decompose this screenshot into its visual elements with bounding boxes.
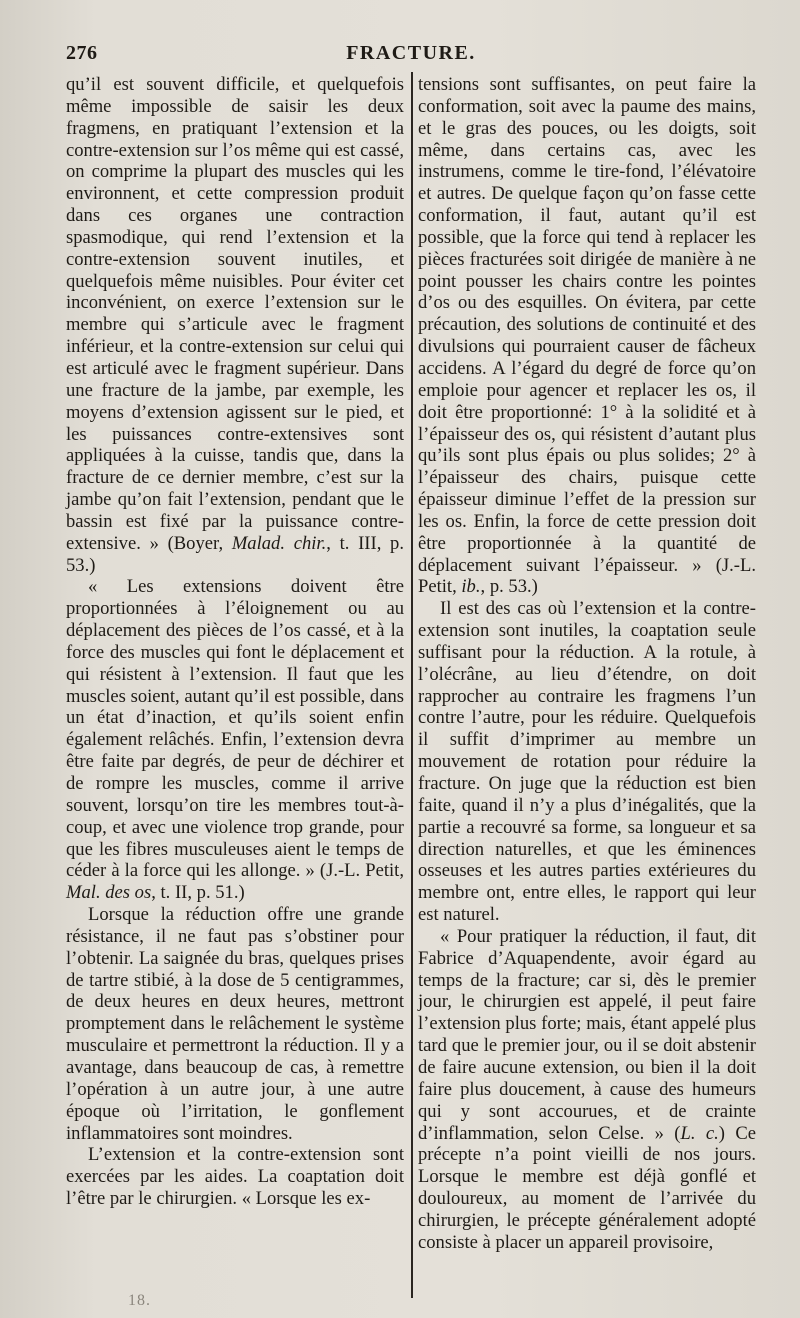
paragraph: « Les extensions doivent être proportionnées à l’éloignement ou au déplacement des pièces de l’os cassé, et à la force des muscles qui font le déplacement et qui résistent à l’extension. Il faut que les muscles soient, autant qu’il est possible, dans un état d’inaction, et qu’ils soient enfin également relâchés. Enfin, l’extension devra être faite par degrés, de peur de déchirer et de rompre les muscles, comme il arrive souvent, lorsqu’on tire les membres tout-à-coup, et avec une violence trop grande, pour que les fibres musculeuses aient le temps de céder à la force qui les allonge. » (J.-L. Petit, Mal. des os, t. II, p. 51.) [66,576,404,904]
paragraph: Il est des cas où l’extension et la contre-extension sont inutiles, la coaptation seule suffisant pour la réduction. A la rotule, à l’olécrâne, au lieu d’étendre, on doit rapprocher au contraire les fragmens l’un contre l’autre, pour les réduire. Quelquefois il suffit d’imprimer au membre un mouvement de rotation pour réduire la fracture. On juge que la réduction est bien faite, quand il n’y a plus d’inégalités, que la partie a recouvré sa forme, sa longueur et sa direction naturelles, et que les éminences osseuses et les autres parties extérieures du membre ont, entre elles, le rapport qui leur est naturel. [418,598,756,926]
citation: Mal. des os [66,882,152,904]
running-title: FRACTURE. [346,42,476,64]
citation: ib. [461,576,481,598]
paragraph: tensions sont suffisantes, on peut faire la conformation, soit avec la paume des mains, et le gras des pouces, ou les doigts, soit même, dans certains cas, avec les instrumens, comme le tire-fond, l’élévatoire et autres. De quelque façon qu’on fasse cette conformation, il faut, autant qu’il est possible, que la force qui tend à replacer les pièces fracturées soit dirigée de manière à ne point pousser les chairs contre les pointes d’os ou des esquilles. On évitera, par cette précaution, des solutions de continuité et des divulsions qui pourraient causer de fâcheux accidens. A l’égard du degré de force qu’on emploie pour agencer et replacer les os, il doit être proportionné: 1° à la solidité et à l’épaisseur des os, qui résistent d’autant plus qu’ils sont plus épais ou plus solides; 2° à l’épaisseur des chairs, puisque cette épaisseur diminue l’effet de la pression sur les os. Enfin, la force de cette pression doit être proportionnée à la quantité de déplacement suivant l’épaisseur. » (J.-L. Petit, ib., p. 53.) [418,74,756,598]
paragraph: « Pour pratiquer la réduction, il faut, dit Fabrice d’Aquapendente, avoir égard au temps de la fracture; car si, dès le premier jour, le chirurgien est appelé, il peut faire l’extension plus forte; mais, étant appelé plus tard que le premier jour, ou il se doit abstenir de faire aucune extension, ou bien il la doit faire plus doucement, à cause des humeurs qui y sont accourues, et de crainte d’inflammation, selon Celse. » (L. c.) Ce précepte n’a point vieilli de nos jours. Lorsque le membre est déjà gonflé et douloureux, au moment de l’arrivée du chirurgien, le précepte généralement adopté consiste à placer un appareil provisoire, [418,925,756,1253]
page-header [66,42,756,68]
faint-footer-mark: 18. [128,1292,151,1309]
page-number: 276 [66,42,98,64]
column-divider [411,72,413,1298]
citation: L. c. [680,1122,719,1144]
paragraph: L’extension et la contre-extension sont exercées par les aides. La coaptation doit l’être par le chirurgien. « Lorsque les ex- [66,1144,404,1210]
left-column [66,74,404,1210]
citation: Malad. chir. [231,532,327,554]
right-column [418,74,756,1254]
paragraph: Lorsque la réduction offre une grande résistance, il ne faut pas s’obstiner pour l’obtenir. La saignée du bras, quelques prises de tartre stibié, à la dose de 5 centigrammes, de deux heures en deux heures, mettront promptement dans le relâchement le système musculaire et permettront la réduction. Il y a avantage, dans beaucoup de cas, à remettre l’opération à un autre jour, à une autre époque où l’irritation, le gonflement inflammatoires sont moindres. [66,904,404,1144]
paragraph: qu’il est souvent difficile, et quelquefois même impossible de saisir les deux fragmens, en pratiquant l’extension et la contre-extension sur l’os même qui est cassé, on comprime la plupart des muscles qui les environnent, et cette compression produit dans ces organes une contraction spasmodique, qui rend l’extension et la contre-extension souvent inutiles, et quelquefois même nuisibles. Pour éviter cet inconvénient, on exerce l’extension sur le membre qui s’articule avec le fragment inférieur, et la contre-extension sur celui qui est articulé avec le fragment supérieur. Dans une fracture de la jambe, par exemple, les moyens d’extension agissent sur le pied, et les puissances contre-extensives sont appliquées à la cuisse, tandis que, dans la fracture de ce dernier membre, c’est sur la jambe qu’on fait l’extension, pendant que le bassin est fixé par la puissance contre-extensive. » (Boyer, Malad. chir., t. III, p. 53.) [66,74,404,576]
